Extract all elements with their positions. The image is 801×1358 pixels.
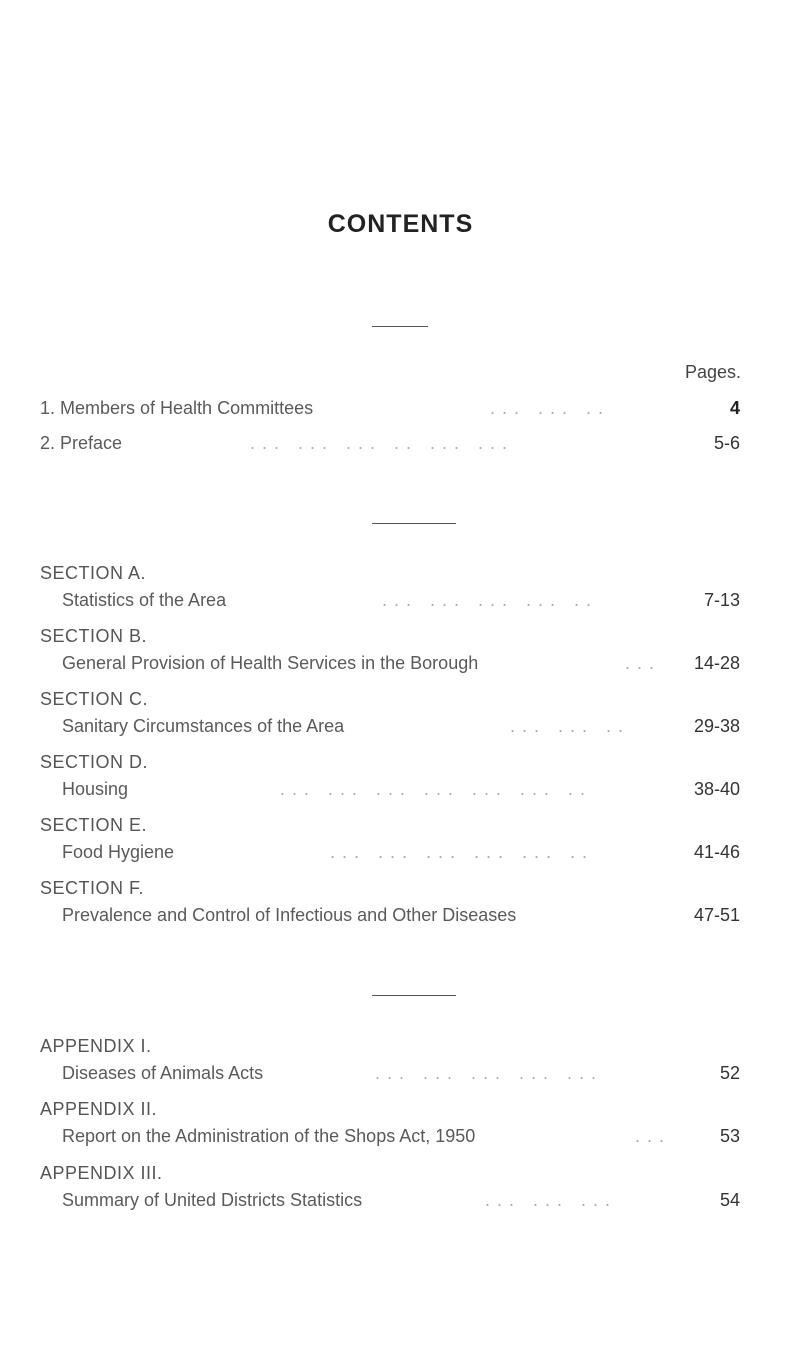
divider — [372, 326, 428, 327]
entry-label: Statistics of the Area — [62, 590, 227, 610]
leader-dots: . . . . . . . . . . . . . . . — [375, 1063, 598, 1083]
entry-label: 2. Preface — [40, 433, 123, 453]
leader-dots: . . . . . . . . . . . . . . . . . — [250, 433, 509, 453]
divider — [372, 523, 456, 524]
entry-label: General Provision of Health Services in the Borough — [62, 653, 479, 673]
entry-page: 4 — [729, 398, 740, 418]
section-heading: SECTION C. — [40, 689, 149, 709]
leader-dots: . . . — [635, 1126, 666, 1146]
entry-page: 54 — [719, 1190, 740, 1210]
entry-label: Diseases of Animals Acts — [62, 1063, 264, 1083]
appendix-heading: APPENDIX II. — [40, 1099, 158, 1119]
leader-dots: . . . — [625, 653, 656, 673]
entry-page: 38-40 — [693, 779, 740, 799]
entry-page: 29-38 — [693, 716, 740, 736]
divider — [372, 995, 456, 996]
entry-label: 1. Members of Health Committees — [40, 398, 314, 418]
entry-label: Prevalence and Control of Infectious and Other Diseases — [62, 905, 517, 925]
entry-page: 47-51 — [693, 905, 740, 925]
entry-page: 41-46 — [693, 842, 740, 862]
appendix-heading: APPENDIX I. — [40, 1036, 152, 1056]
entry-label: Sanitary Circumstances of the Area — [62, 716, 345, 736]
leader-dots: . . . . . . . . — [510, 716, 625, 736]
leader-dots: . . . . . . . . — [490, 398, 605, 418]
leader-dots: . . . . . . . . . . . . . . . . . — [330, 842, 589, 862]
entry-page: 53 — [719, 1126, 740, 1146]
entry-page: 52 — [719, 1063, 740, 1083]
leader-dots: . . . . . . . . . — [485, 1190, 612, 1210]
entry-page: 14-28 — [693, 653, 740, 673]
section-heading: SECTION F. — [40, 878, 145, 898]
pages-column-heading: Pages. — [684, 362, 741, 382]
entry-label: Food Hygiene — [62, 842, 175, 862]
entry-label: Report on the Administration of the Shops Act, 1950 — [62, 1126, 476, 1146]
entry-label: Housing — [62, 779, 129, 799]
entry-page: 5-6 — [713, 433, 740, 453]
section-heading: SECTION E. — [40, 815, 148, 835]
section-heading: SECTION B. — [40, 626, 148, 646]
appendix-heading: APPENDIX III. — [40, 1163, 163, 1183]
page-title: CONTENTS — [327, 210, 474, 238]
entry-label: Summary of United Districts Statistics — [62, 1190, 363, 1210]
leader-dots: . . . . . . . . . . . . . . — [382, 590, 593, 610]
leader-dots: . . . . . . . . . . . . . . . . . . . . — [280, 779, 587, 799]
entry-page: 7-13 — [703, 590, 740, 610]
section-heading: SECTION A. — [40, 563, 147, 583]
section-heading: SECTION D. — [40, 752, 149, 772]
